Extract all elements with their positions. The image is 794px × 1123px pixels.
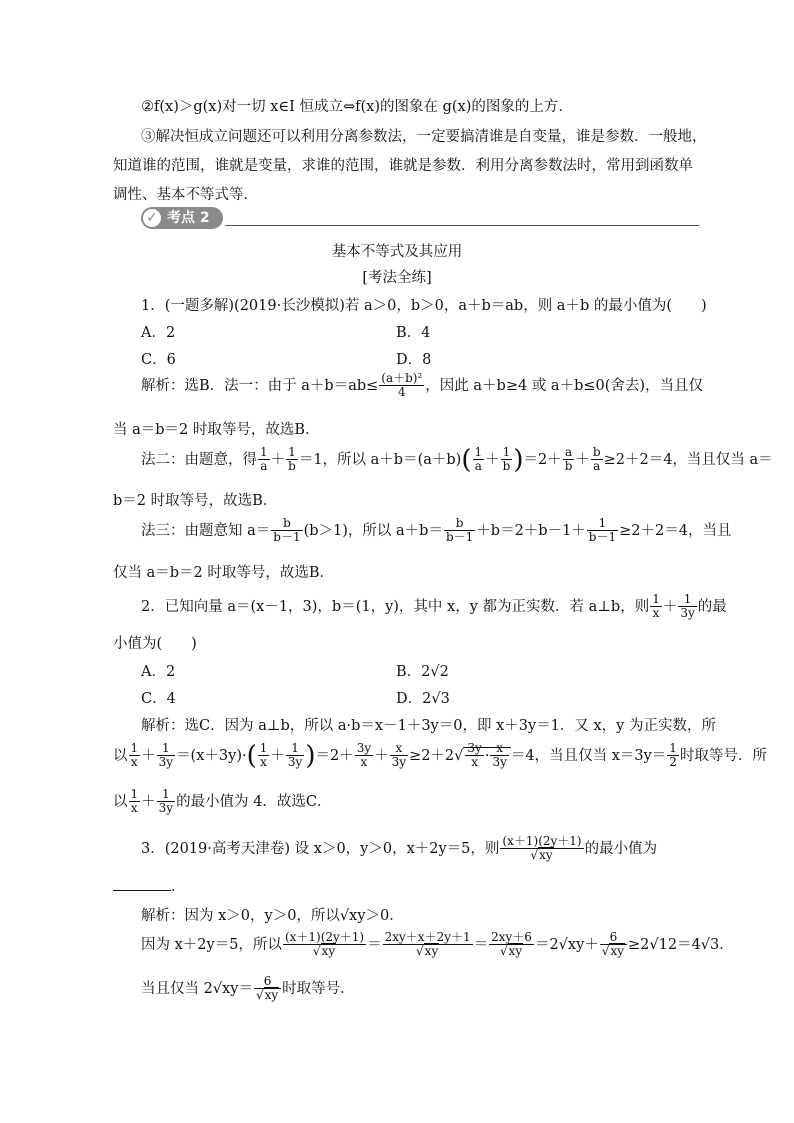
q3-stem-line-1: 3．(2019·高考天津卷) 设 x＞0，y＞0，x＋2y＝5，则 $\frac{(x+1)(2y+1)}{√xy}$ 的最小值为 [141, 834, 658, 863]
q1-method-2-line-2: b＝2 时取等号，故选B． [113, 493, 278, 509]
q3-stem-line-2: ． [113, 875, 186, 896]
q2-solution-line-1: 解析：选C．因为 a⊥b，所以 a·b＝x－1＋3y＝0，即 x＋3y＝1．又 x，y 为正实数，所 [141, 718, 716, 734]
intro-paragraph-3-line-1: ③解决恒成立问题还可以利用分离参数法，一定要搞清谁是自变量，谁是参数．一般地， [141, 129, 707, 145]
q3-solution-line-3: 当且仅当 2√xy＝ $\frac{6}{√xy}$ 时取等号． [141, 974, 355, 1003]
answer-blank[interactable] [113, 890, 171, 891]
q1-option-d: D．8 [396, 352, 432, 368]
q1-solution-line-2: 当 a＝b＝2 时取等号，故选B． [113, 422, 320, 438]
check-icon: ✓ [143, 209, 161, 227]
q3-solution-line-2: 因为 x＋2y＝5，所以 $\frac{(x+1)(2y+1)}{√xy}$ ＝ $\frac{2xy+x+2y+1}{√xy}$ ＝ $\frac{2xy+6}{√xy}$ ＝2√xy＋ $\frac{6}{√xy}$ ≥2√12＝4√3． [141, 930, 734, 959]
q1-method-2-line-1: 法二：由题意，得 $\frac{1}{a}$ ＋ $\frac{1}{b}$ ＝1，所以 a＋b＝(a＋b)( $\frac{1}{a}$ ＋ $\frac{1}{b}$ )＝2＋ $\frac{a}{b}$ ＋ $\frac{b}{a}$ ≥2＋2＝4，当且仅当 a＝ [141, 444, 773, 475]
q1-method-3-line-1: 法三：由题意知 a＝ $\frac{b}{b-1}$ (b＞1)，所以 a＋b＝ $\frac{b}{b-1}$ ＋b＝2＋b－1＋ $\frac{1}{b-1}$ ≥2＋2＝4，当且 [141, 516, 732, 545]
q1-solution-line-1: 解析：选B．法一：由于 a＋b＝ab≤ $\frac{\text{(a＋b)²}}{4}$ ，因此 a＋b≥4 或 a＋b≤0(舍去)，当且仅 [141, 371, 704, 400]
intro-paragraph-2: ②f(x)＞g(x)对一切 x∈I 恒成立⇔f(x)的图象在 g(x)的图象的上方． [141, 99, 573, 115]
q2-stem-line-2: 小值为( ) [113, 636, 197, 652]
q1-method-3-line-2: 仅当 a＝b＝2 时取等号，故选B． [113, 565, 335, 581]
section-title: 基本不等式及其应用 [331, 244, 463, 260]
q2-solution-line-3: 以 $\frac{1}{x}$ ＋ $\frac{1}{3y}$ 的最小值为 4．故选C． [113, 787, 332, 816]
q1-option-a: A．2 [141, 325, 176, 341]
q1-option-b: B．4 [396, 325, 431, 341]
section-badge [141, 207, 223, 229]
q3-solution-line-1: 解析：因为 x＞0，y＞0，所以√xy＞0． [141, 908, 404, 924]
q1-stem: 1．(一题多解)(2019·长沙模拟)若 a＞0，b＞0，a＋b＝ab，则 a＋b 的最小值为( ) [141, 298, 707, 314]
q2-option-d: D．2√3 [396, 691, 450, 707]
section-divider [225, 225, 699, 226]
q2-solution-line-2: 以 $\frac{1}{x}$ ＋ $\frac{1}{3y}$ ＝(x＋3y)·( $\frac{1}{x}$ ＋ $\frac{1}{3y}$ )＝2＋ $\frac{3y}{x}$ ＋ $\frac{x}{3y}$ ≥2＋2√ $\frac{3y}{x}$ · $\frac{x}{3y}$ ＝4，当且仅当 x＝3y＝ $\frac{1}{2}$ 时取等号．所 [113, 740, 767, 771]
q2-option-c: C．4 [141, 691, 176, 707]
intro-paragraph-3-line-2: 知道谁的范围，谁就是变量，求谁的范围，谁就是参数．利用分离参数法时，常用到函数单 [113, 158, 693, 174]
q1-option-c: C．6 [141, 352, 176, 368]
q1-fraction: $\frac{\text{(a＋b)²}}{4}$ [381, 371, 423, 400]
q2-option-b: B．2√2 [396, 664, 449, 680]
intro-paragraph-3-line-3: 调性、基本不等式等． [113, 187, 258, 203]
q2-stem-line-1: 2．已知向量 a＝(x－1，3)，b＝(1，y)，其中 x，y 都为正实数．若 a⊥b，则 $\frac{1}{x}$ ＋ $\frac{1}{3y}$ 的最 [141, 592, 727, 621]
section-badge-label: 考点 2 [167, 210, 210, 226]
q2-option-a: A．2 [141, 664, 176, 680]
section-subtitle: [考法全练] [362, 270, 432, 286]
